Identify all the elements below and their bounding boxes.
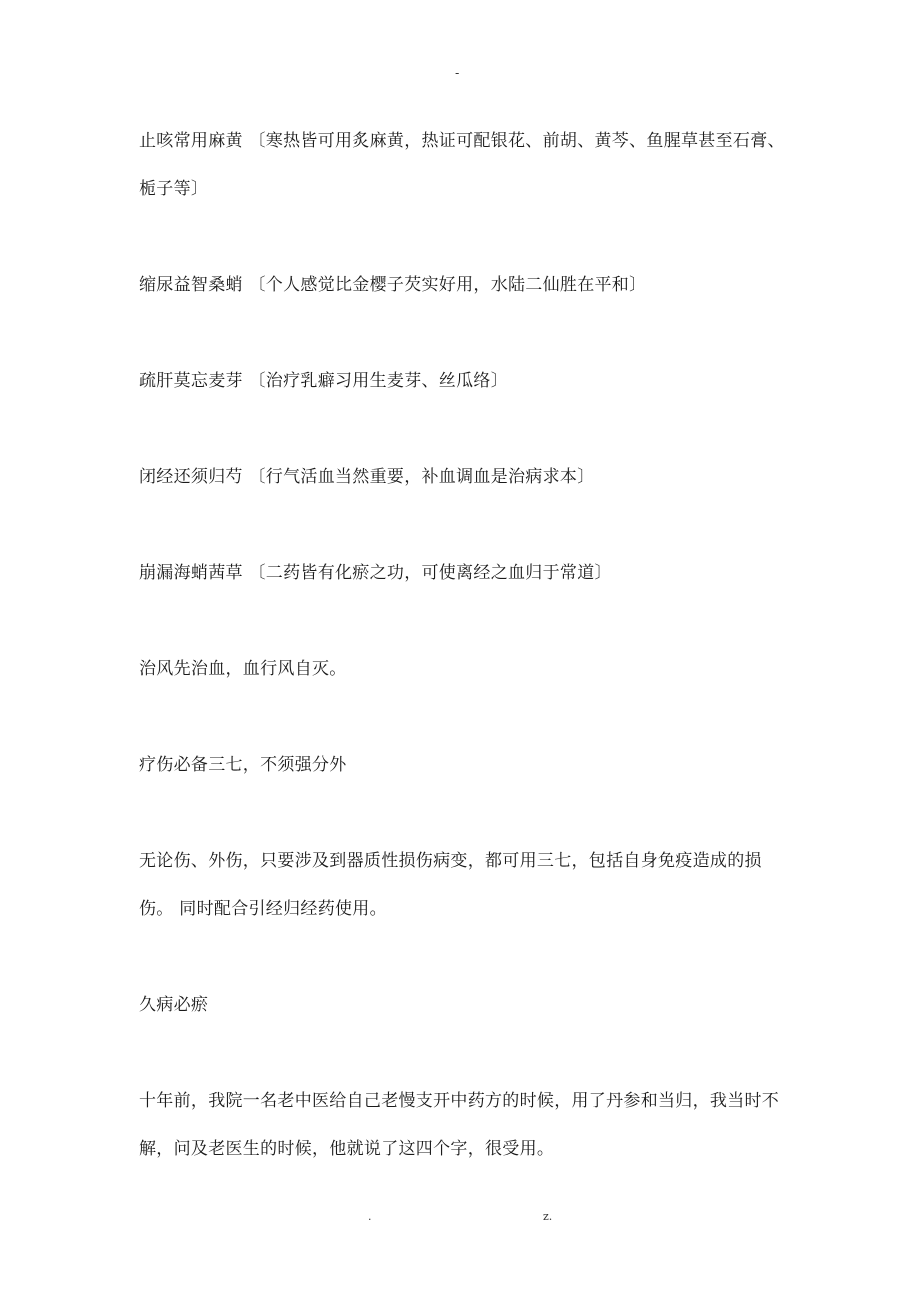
page-footer-left-mark: .: [368, 1210, 372, 1223]
paragraph-amenorrhea-guishao: 闭经还须归芍 〔行气活血当然重要，补血调血是治病求本〕: [139, 467, 595, 487]
paragraph-injury-sanqi: 疗伤必备三七，不须强分外: [139, 755, 347, 775]
paragraph-wind-blood: 治风先治血，血行风自灭。: [139, 659, 347, 679]
page-header-mark: -: [455, 66, 460, 80]
paragraph-old-doctor-story: 十年前，我院一名老中医给自己老慢支开中药方的时候，用了丹参和当归，我当时不解，问及老医生的时候，他就说了这四个字，很受用。: [139, 1091, 780, 1159]
page-footer-right-mark: z.: [543, 1210, 553, 1223]
paragraph-urine-yizhi: 缩尿益智桑蛸 〔个人感觉比金樱子芡实好用，水陆二仙胜在平和〕: [139, 275, 647, 295]
paragraph-sanqi-usage: 无论伤、外伤，只要涉及到器质性损伤病变，都可用三七，包括自身免疫造成的损伤。 同时配合引经归经药使用。: [139, 851, 762, 919]
paragraph-liver-maiya: 疏肝莫忘麦芽 〔治疗乳癖习用生麦芽、丝瓜络〕: [139, 371, 509, 391]
paragraph-cough-mahuang: 止咳常用麻黄 〔寒热皆可用炙麻黄，热证可配银花、前胡、黄芩、鱼腥草甚至石膏、栀子等〕: [139, 131, 785, 199]
paragraph-metrorrhagia-haipiaoxiao: 崩漏海蛸茜草 〔二药皆有化瘀之功，可使离经之血归于常道〕: [139, 563, 612, 583]
paragraph-chronic-stasis-heading: 久病必瘀: [139, 995, 209, 1015]
document-body: [139, 117, 789, 1221]
